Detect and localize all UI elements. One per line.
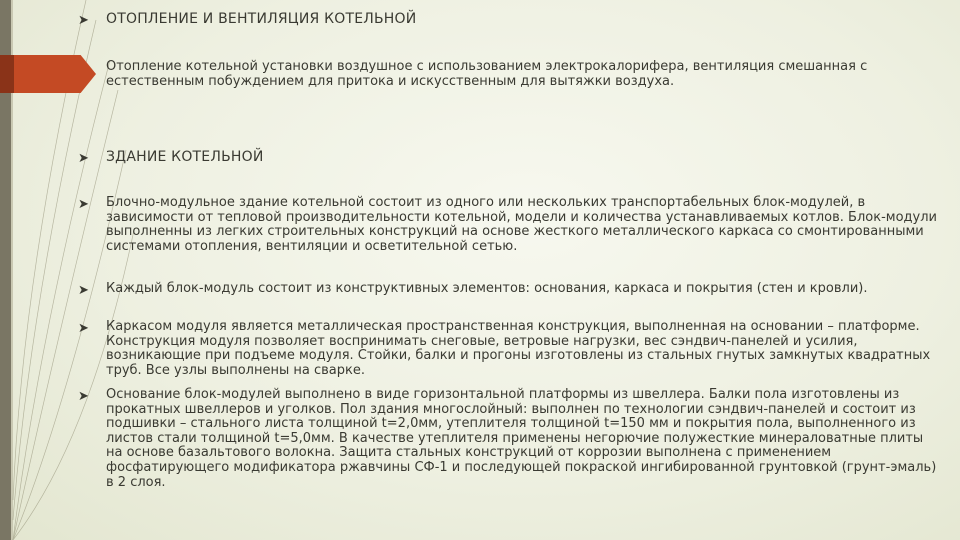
list-item [78, 60, 938, 89]
section-heading: ОТОПЛЕНИЕ И ВЕНТИЛЯЦИЯ КОТЕЛЬНОЙ [106, 11, 417, 27]
paragraph-text: Блочно-модульное здание котельной состоит из одного или нескольких транспортабельных блок-модулей, в зависимости от тепловой производительности котельной, модели и количества устанавливаемых котлов. Блок-модули выполненны из легких строительных конструкций на основе жесткого металлического каркаса со смонтированными системами отопления, вентиляции и осветительной сетью. [106, 195, 937, 254]
arrow-bullet-icon: ➤ [78, 13, 89, 28]
paragraph-text: Основание блок-модулей выполнено в виде горизонтальной платформы из швеллера. Балки пола изготовлены из прокатных швеллеров и уголков. Пол здания многослойный: выполнен по технологии сэндвич-панелей и состоит из подшивки – стального листа толщиной t=2,0мм, утеплителя толщиной t=150 мм и покрытия пола, выполненного из листов стали толщиной t=5,0мм. В качестве утеплителя применены негорючие полужесткие минераловатные плиты на основе базальтового волокна. Защита стальных конструкций от коррозии выполнена с применением фосфатирующего модификатора ржавчины СФ-1 и последующей покраской ингибированной грунтовкой (грунт-эмаль) в 2 слоя. [106, 387, 937, 490]
list-item [78, 12, 938, 27]
arrow-bullet-icon: ➤ [78, 389, 89, 404]
section-heading: ЗДАНИЕ КОТЕЛЬНОЙ [106, 149, 264, 165]
paragraph-text: Каркасом модуля является металлическая пространственная конструкция, выполненная на основании – платформе. Конструкция модуля позволяет воспринимать снеговые, ветровые нагрузки, вес сэндвич-панелей и усилия, возникающие при подъеме модуля. Стойки, балки и прогоны изготовлены из стальных гнутых замкнутых квадратных труб. Все узлы выполнены на сварке. [106, 319, 931, 378]
list-item [78, 320, 938, 378]
list-item [78, 150, 938, 165]
arrow-bullet-icon: ➤ [78, 151, 89, 166]
paragraph-text: Каждый блок-модуль состоит из конструктивных элементов: основания, каркаса и покрытия (стен и кровли). [106, 281, 868, 296]
list-item [78, 196, 938, 254]
arrow-bullet-icon: ➤ [78, 197, 89, 212]
title-accent-tab-edge [0, 55, 14, 93]
arrow-bullet-icon: ➤ [78, 321, 89, 336]
list-item [78, 388, 938, 490]
paragraph-text: Отопление котельной установки воздушное с использованием электрокалорифера, вентиляция смешанная с естественным побуждением для притока и искусственным для вытяжки воздуха. [106, 59, 868, 89]
list-item [78, 282, 938, 297]
arrow-bullet-icon: ➤ [78, 283, 89, 298]
